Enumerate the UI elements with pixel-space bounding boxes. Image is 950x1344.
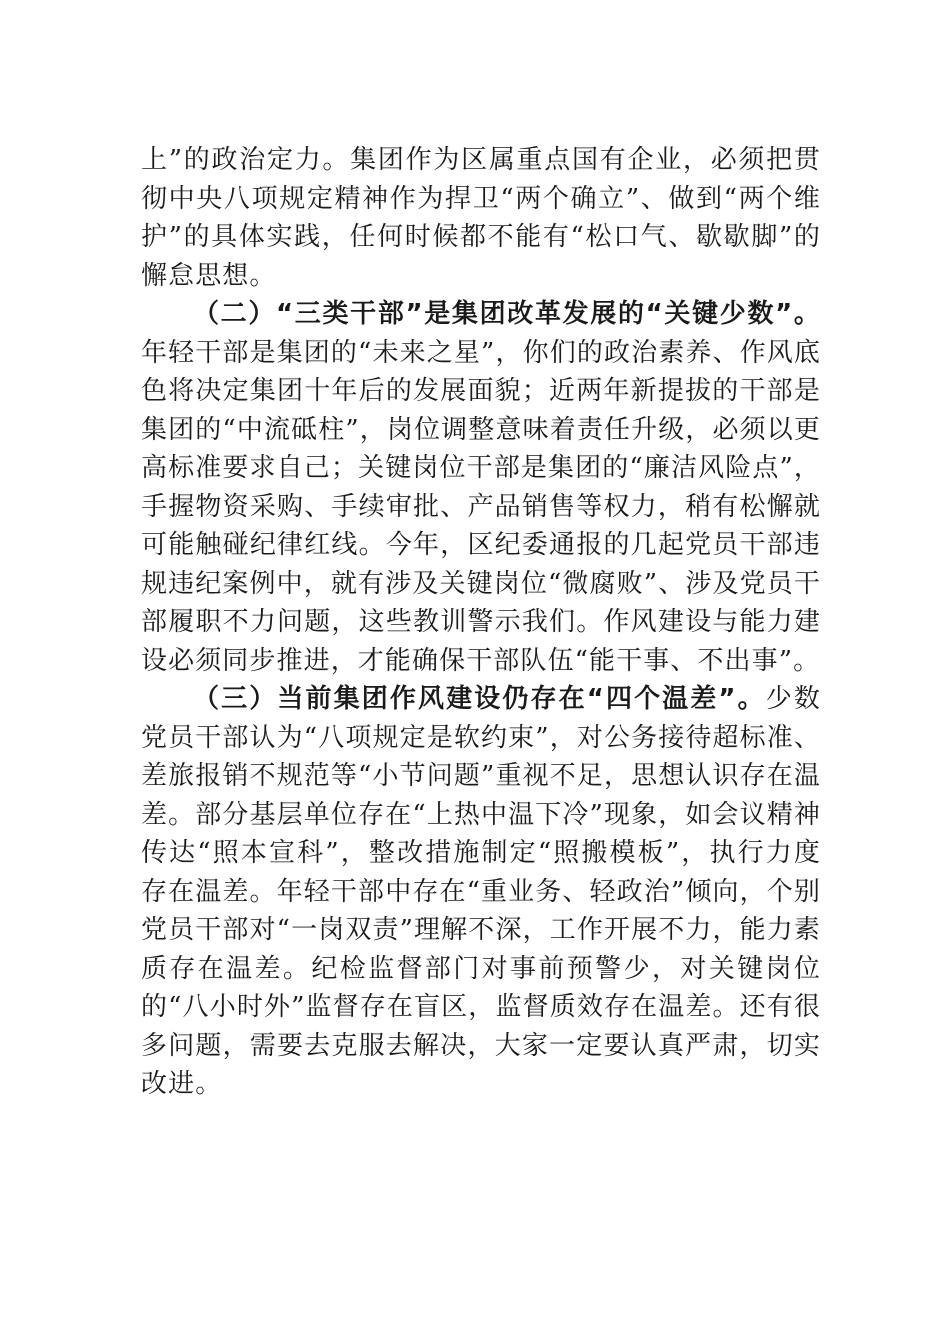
paragraph-2-text: 年轻干部是集团的“未来之星”，你们的政治素养、作风底色将决定集团十年后的发展面貌；近两年新提拔的干部是集团的“中流砥柱”，岗位调整意味着责任升级，必须以更高标准要求自己；关键岗位干部是集团的“廉洁风险点”，手握物资采购、手续审批、产品销售等权力，稍有松懈就可能触碰纪律红线。今年，区纪委通报的几起党员干部违规违纪案例中，就有涉及关键岗位“微腐败”、涉及党员干部履职不力问题，这些教训警示我们。作风建设与能力建设必须同步推进，才能确保干部队伍“能干事、不出事”。 xyxy=(141,337,821,676)
paragraph-2-heading: （二）“三类干部”是集团改革发展的“关键少数”。 xyxy=(193,299,821,329)
paragraph-2 xyxy=(141,295,821,680)
body-text xyxy=(141,141,821,1104)
paragraph-3-heading: （三）当前集团作风建设仍存在“四个温差”。 xyxy=(193,684,766,714)
paragraph-1-text: 上”的政治定力。集团作为区属重点国有企业，必须把贯彻中央八项规定精神作为捍卫“两个确立”、做到“两个维护”的具体实践，任何时候都不能有“松口气、歇歇脚”的懈怠思想。 xyxy=(141,145,821,291)
paragraph-1 xyxy=(141,141,821,295)
paragraph-3 xyxy=(141,680,821,1104)
paragraph-3-text: 少数党员干部认为“八项规定是软约束”，对公务接待超标准、差旅报销不规范等“小节问题”重视不足，思想认识存在温差。部分基层单位存在“上热中温下冷”现象，如会议精神传达“照本宣科”，整改措施制定“照搬模板”，执行力度存在温差。年轻干部中存在“重业务、轻政治”倾向，个别党员干部对“一岗双责”理解不深，工作开展不力，能力素质存在温差。纪检监督部门对事前预警少，对关键岗位的“八小时外”监督存在盲区，监督质效存在温差。还有很多问题，需要去克服去解决，大家一定要认真严肃，切实改进。 xyxy=(141,684,822,1099)
